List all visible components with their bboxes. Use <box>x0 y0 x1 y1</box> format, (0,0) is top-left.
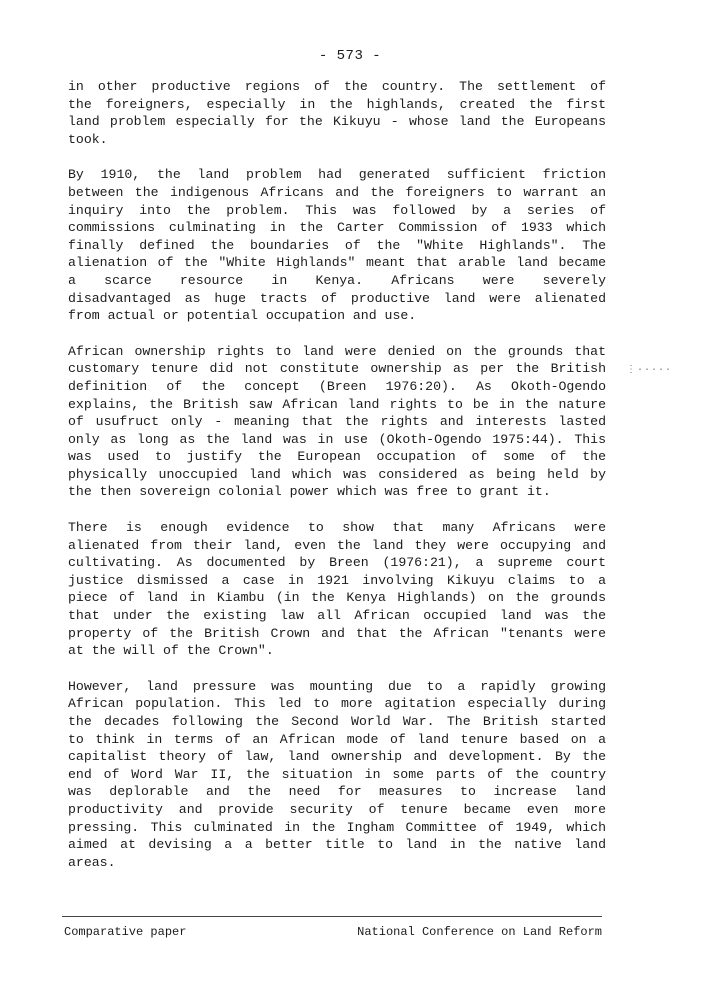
margin-pencil-mark: ⋮····· <box>626 365 673 376</box>
text-line: customary tenure did not constitute ownership as per the British <box>68 361 606 377</box>
text-line: capitalist theory of law, land ownership and development. By the <box>68 749 606 765</box>
text-line: only as long as the land was in use (Okoth-Ogendo 1975:44). This <box>68 431 606 447</box>
text-line: African ownership rights to land were denied on the grounds that <box>68 343 606 359</box>
text-line: alienated from their land, even the land they were occupying and <box>68 537 606 553</box>
text-line: pressing. This culminated in the Ingham Committee of 1949, which <box>68 819 606 835</box>
text-line: the foreigners, especially in the highlands, created the first <box>68 96 606 112</box>
text-line: from actual or potential occupation and use. <box>68 308 417 324</box>
text-line: of usufruct only - meaning that the rights and interests lasted <box>68 414 606 430</box>
text-line: aimed at devising a a better title to land in the native land <box>68 837 606 853</box>
text-line: was used to justify the European occupation of some of the <box>68 449 606 465</box>
text-line: between the indigenous Africans and the foreigners to warrant an <box>68 184 606 200</box>
text-line: the decades following the Second World War. The British started <box>68 714 606 729</box>
text-line: disadvantaged as huge tracts of productive land were alienated <box>68 290 606 306</box>
text-line: in other productive regions of the country. The settlement of <box>68 79 606 94</box>
text-line: the then sovereign colonial power which was free to grant it. <box>68 484 551 500</box>
text-line: piece of land in Kiambu (in the Kenya Highlands) on the grounds <box>68 590 606 606</box>
text-line: to think in terms of an African mode of land tenure based on a <box>68 731 606 747</box>
text-line: African population. This led to more agitation especially during <box>68 696 606 712</box>
paragraph-2 <box>68 166 606 324</box>
footer-right-text: National Conference on Land Reform <box>357 925 602 939</box>
paragraph-4 <box>68 519 606 660</box>
text-line: was deplorable and the need for measures to increase land <box>68 784 606 800</box>
text-line: There is enough evidence to show that many Africans were <box>68 520 606 536</box>
text-line: inquiry into the problem. This was followed by a series of <box>68 202 606 218</box>
text-line: However, land pressure was mounting due to a rapidly growing <box>68 678 606 694</box>
paragraph-5 <box>68 678 606 872</box>
text-line: commissions culminating in the Carter Commission of 1933 which <box>68 220 606 236</box>
text-line: areas. <box>68 854 116 870</box>
text-line: that under the existing law all African occupied land was the <box>68 608 606 624</box>
page-number: - 573 - <box>318 48 382 64</box>
text-line: alienation of the "White Highlands" meant that arable land became <box>68 255 606 271</box>
text-line: property of the British Crown and that the African "tenants were <box>68 625 606 641</box>
text-line: physically unoccupied land which was considered as being held by <box>68 466 606 482</box>
text-line: By 1910, the land problem had generated sufficient friction <box>68 167 606 183</box>
body-text <box>68 78 606 889</box>
text-line: explains, the British saw African land rights to be in the nature <box>68 396 606 412</box>
paragraph-3 <box>68 343 606 501</box>
text-line: productivity and provide security of tenure became even more <box>68 801 606 817</box>
text-line: a scarce resource in Kenya. Africans were severely <box>68 272 606 288</box>
text-line: end of Word War II, the situation in some parts of the country <box>68 766 606 782</box>
text-line: definition of the concept (Breen 1976:20). As Okoth-Ogendo <box>68 378 606 394</box>
paragraph-1 <box>68 78 606 148</box>
footer-left-text: Comparative paper <box>64 925 187 939</box>
footer-divider <box>62 916 602 917</box>
text-line: finally defined the boundaries of the "White Highlands". The <box>68 237 606 253</box>
text-line: took. <box>68 131 108 147</box>
text-line: justice dismissed a case in 1921 involving Kikuyu claims to a <box>68 572 606 588</box>
text-line: at the will of the Crown". <box>68 643 274 659</box>
text-line: cultivating. As documented by Breen (1976:21), a supreme court <box>68 555 606 571</box>
text-line: land problem especially for the Kikuyu - whose land the Europeans <box>68 114 606 130</box>
